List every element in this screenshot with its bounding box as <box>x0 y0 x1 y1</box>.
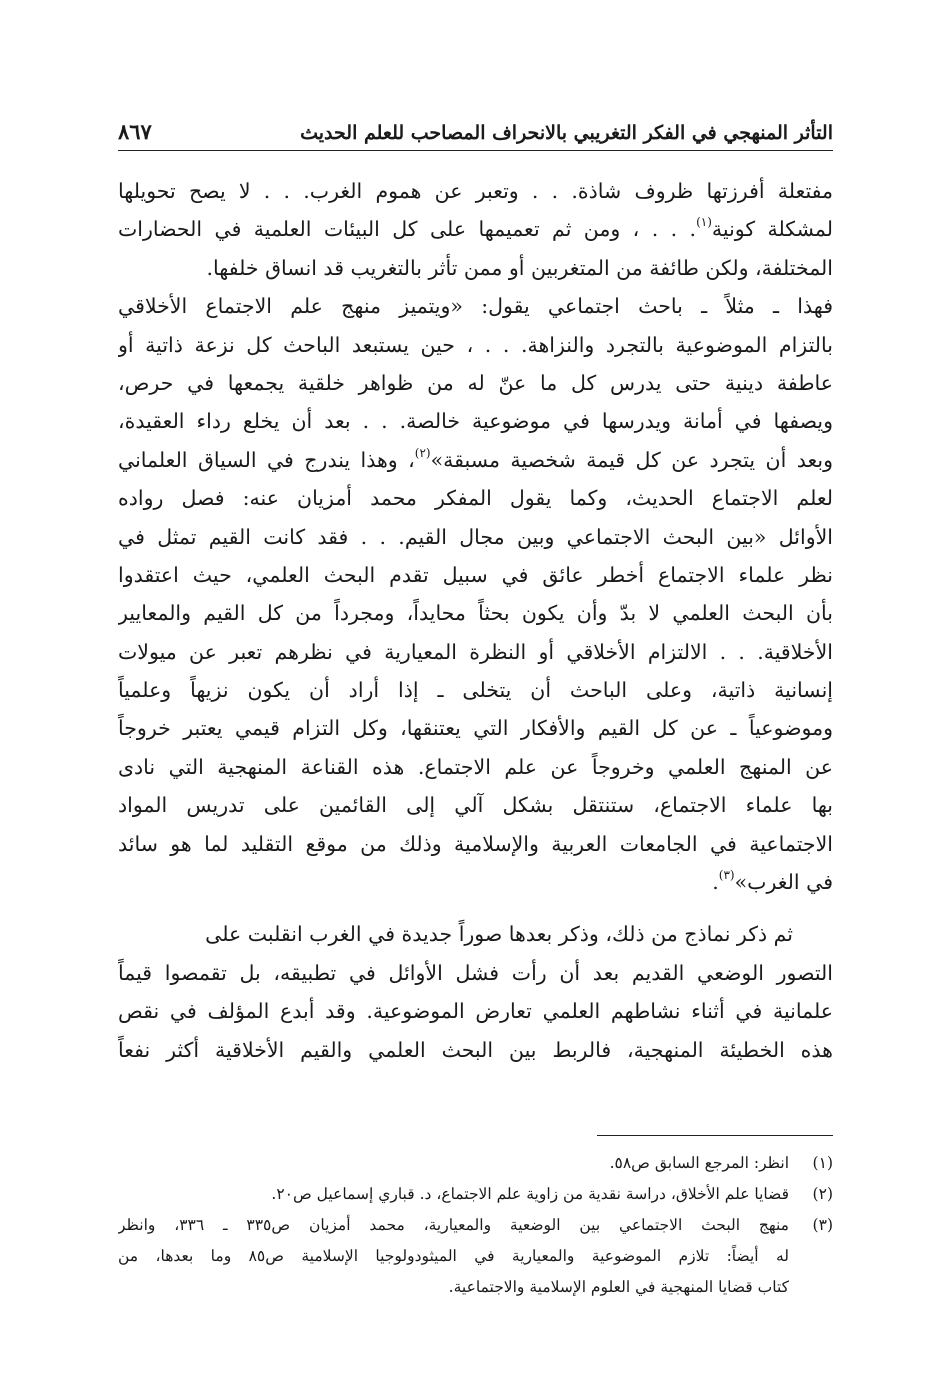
text-line: هذه الخطيئة المنهجية، فالربط بين البحث العلمي والقيم الأخلاقية أكثر نفعاً <box>118 1037 833 1062</box>
text-line: بأن البحث العلمي لا بدّ وأن يكون بحثاً محايداً، ومجرداً من كل القيم والمعايير <box>118 601 833 626</box>
footnote-line: له أيضاً: تلازم الموضوعية والمعيارية في الميثودولوجيا الإسلامية ص٨٥ وما بعدها، من <box>118 1247 789 1265</box>
text-line <box>118 441 833 479</box>
paragraph-2 <box>118 287 833 901</box>
paragraph-1 <box>118 172 833 287</box>
footnote-2 <box>118 1179 833 1210</box>
text-line: نظر علماء الاجتماع أخطر عائق في سبيل تقدم البحث العلمي، حيث اعتقدوا <box>118 562 833 587</box>
footnote-text <box>118 1210 789 1303</box>
body-text <box>118 172 833 1069</box>
text-line: إنسانية ذاتية، وعلى الباحث أن يتخلى ـ إذا أراد أن يكون نزيهاً وعلمياً <box>118 678 833 703</box>
text-segment: لمشكلة كونية <box>711 217 833 242</box>
footnote-1 <box>118 1148 833 1179</box>
footnote-marker: (٣) <box>812 1216 833 1234</box>
page-header <box>118 110 833 144</box>
footnote-ref-2: (٢) <box>414 445 431 460</box>
text-line: ويصفها في أمانة ويدرسها في موضوعية خالصة. . . بعد أن يخلع رداء العقيدة، <box>118 409 833 434</box>
paragraph-3 <box>118 915 833 1069</box>
footnote-marker: (١) <box>812 1154 833 1172</box>
text-line: المختلفة، ولكن طائفة من المتغربين أو ممن تأثر بالتغريب قد انساق خلفها. <box>206 255 833 280</box>
page-number: ٨٦٧ <box>118 119 152 144</box>
text-line: الأوائل «بين البحث الاجتماعي وبين مجال القيم. . . فقد كانت القيم تمثل في <box>118 524 833 549</box>
text-line: فهذا ـ مثلاً ـ باحث اجتماعي يقول: «ويتميز منهج علم الاجتماع الأخلاقي <box>118 294 833 319</box>
text-line: عن المنهج العلمي وخروجاً عن علم الاجتماع. هذه القناعة المنهجية التي نادى <box>118 754 833 779</box>
text-segment: ، وهذا يندرج في السياق العلماني <box>118 447 415 472</box>
text-line: لعلم الاجتماع الحديث، وكما يقول المفكر محمد أمزيان عنه: فصل رواده <box>118 486 833 511</box>
text-segment: في الغرب» <box>734 870 833 895</box>
footnote-line: انظر: المرجع السابق ص٥٨. <box>609 1154 789 1172</box>
footnote-line: منهج البحث الاجتماعي بين الوضعية والمعيارية، محمد أمزيان ص٣٣٥ ـ ٣٣٦، وانظر <box>118 1216 789 1234</box>
footnote-3 <box>118 1210 833 1303</box>
text-line: بها علماء الاجتماع، ستنتقل بشكل آلي إلى القائمين على تدريس المواد <box>118 793 833 818</box>
text-line: بالتزام الموضوعية بالتجرد والنزاهة. . . ، حين يستبعد الباحث كل نزعة ذاتية أو <box>118 332 833 357</box>
footnote-text <box>118 1148 789 1179</box>
text-line: الأخلاقية. . . الالتزام الأخلاقي أو النظرة المعيارية في نظرهم تعبر عن ميولات <box>118 639 833 664</box>
text-line: الاجتماعية في الجامعات العربية والإسلامية وذلك من موقع التقليد لما هو سائد <box>118 831 833 856</box>
footnote-ref-3: (٣) <box>718 868 735 883</box>
text-line: مفتعلة أفرزتها ظروف شاذة. . . وتعبر عن هموم الغرب. . . لا يصح تحويلها <box>118 179 833 203</box>
text-line <box>118 863 833 901</box>
footnote-marker: (٢) <box>812 1185 833 1203</box>
footnote-line: قضايا علم الأخلاق، دراسة نقدية من زاوية علم الاجتماع، د. قباري إسماعيل ص٢٠. <box>271 1185 789 1203</box>
paragraph-gap <box>118 901 833 915</box>
footnote-line: كتاب قضايا المنهجية في العلوم الإسلامية والاجتماعية. <box>448 1278 789 1296</box>
text-line: علمانية في أثناء نشاطهم العلمي تعارض الموضوعية. وقد أبدع المؤلف في نقص <box>118 999 833 1024</box>
text-segment: وبعد أن يتجرد عن كل قيمة شخصية مسبقة» <box>430 447 833 472</box>
footnotes <box>118 1148 833 1303</box>
running-title: التأثر المنهجي في الفكر التغريبي بالانحراف المصاحب للعلم الحديث <box>300 122 833 144</box>
text-line: ثم ذكر نماذج من ذلك، وذكر بعدها صوراً جديدة في الغرب انقلبت على <box>205 922 793 947</box>
text-line <box>118 210 833 248</box>
text-segment: . <box>712 870 719 895</box>
text-line: التصور الوضعي القديم بعد أن رأت فشل الأوائل في تطبيقه، بل تقمصوا قيماً <box>118 960 833 985</box>
text-segment: . . . ، ومن ثم تعميمها على كل البيئات العلمية في الحضارات <box>118 217 697 242</box>
header-rule <box>118 150 833 151</box>
text-line: وموضوعياً ـ عن كل القيم والأفكار التي يعتنقها، وكل التزام قيمي يعتبر خروجاً <box>118 716 833 741</box>
footnote-separator <box>597 1135 833 1136</box>
text-line: عاطفة دينية حتى يدرس كل ما عنّ له من ظواهر خلقية يجمعها في حرص، <box>118 370 833 395</box>
footnote-text <box>118 1179 789 1210</box>
footnote-ref-1: (١) <box>696 215 712 230</box>
